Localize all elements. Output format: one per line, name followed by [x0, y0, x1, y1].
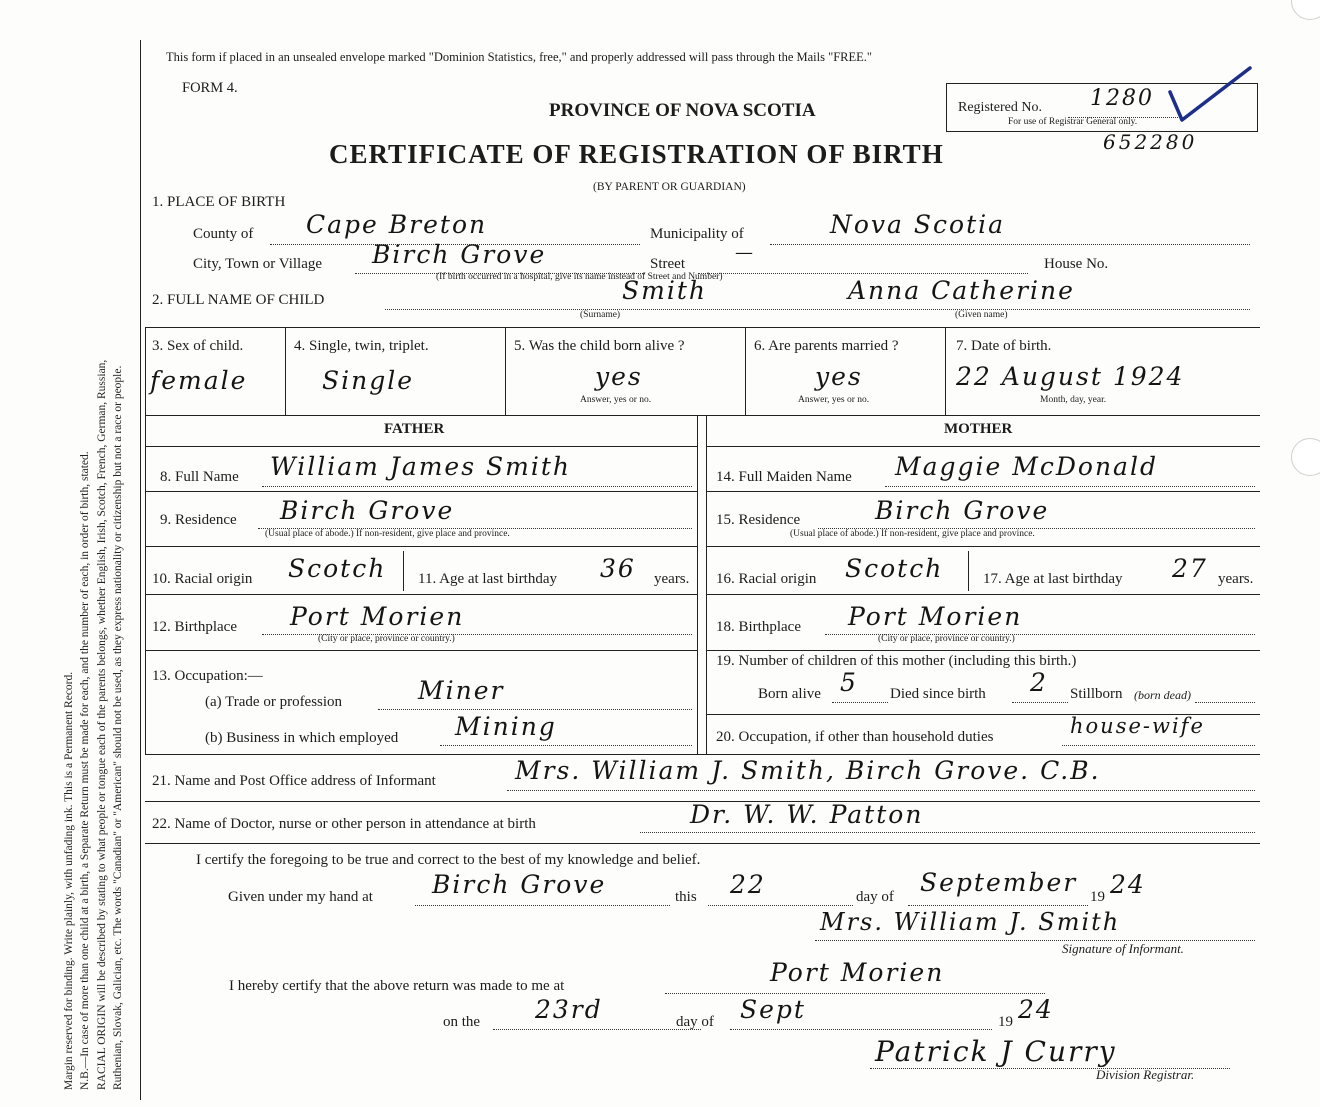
- doctor-value: Dr. W. W. Patton: [690, 800, 924, 829]
- mother-occupation-line: [1062, 745, 1255, 746]
- child-surname: Smith: [622, 276, 707, 305]
- rule: [706, 546, 1260, 547]
- mother-occupation-label: 20. Occupation, if other than household duties: [716, 729, 994, 745]
- registered-value: 1280: [1090, 86, 1154, 111]
- return-day: 23rd: [535, 995, 603, 1024]
- margin-note: [2, 40, 140, 1090]
- rule: [697, 415, 698, 755]
- given-year: 24: [1110, 870, 1146, 899]
- father-birthplace-label: 12. Birthplace: [152, 619, 237, 635]
- informant-value: Mrs. William J. Smith, Birch Grove. C.B.: [515, 756, 1101, 785]
- street-line: [698, 273, 1028, 274]
- place-of-birth-label: 1. PLACE OF BIRTH: [152, 194, 286, 210]
- born-alive-caption: Answer, yes or no.: [580, 395, 652, 405]
- date-of-birth-label: 7. Date of birth.: [956, 338, 1052, 354]
- given-label: Given under my hand at: [228, 889, 373, 905]
- given-month-line: [908, 905, 1088, 906]
- city-value: Birch Grove: [372, 240, 547, 269]
- mother-racial-label: 16. Racial origin: [716, 571, 817, 587]
- died-line: [1012, 702, 1068, 703]
- business-line: [440, 745, 692, 746]
- municipality-value: Nova Scotia: [830, 210, 1006, 239]
- mother-occupation-value: house-wife: [1070, 714, 1205, 738]
- county-value: Cape Breton: [306, 210, 488, 239]
- business-value: Mining: [455, 712, 557, 741]
- doctor-label: 22. Name of Doctor, nurse or other person in attendance at birth: [152, 816, 536, 832]
- form-number: FORM 4.: [182, 80, 238, 96]
- father-age-value: 36: [600, 554, 636, 583]
- registrar-signature: Patrick J Curry: [875, 1035, 1117, 1068]
- rule: [403, 551, 404, 591]
- check-mark-icon: [1160, 62, 1260, 137]
- stillborn-line: [1195, 702, 1255, 703]
- child-name-label: 2. FULL NAME OF CHILD: [152, 292, 325, 308]
- mother-birthplace-note: (City or place, province or country.): [878, 634, 1015, 644]
- informant-signature: Mrs. William J. Smith: [820, 908, 1121, 936]
- father-name-line: [262, 486, 692, 487]
- return-place: Port Morien: [770, 958, 945, 987]
- father-residence-label: 9. Residence: [160, 512, 237, 528]
- street-label: Street: [650, 256, 685, 272]
- rule: [706, 650, 1260, 651]
- return-day-of-label: day of: [676, 1014, 714, 1030]
- house-number-label: House No.: [1044, 256, 1109, 272]
- father-name-label: 8. Full Name: [160, 469, 239, 485]
- return-month-line: [730, 1029, 992, 1030]
- rule: [145, 327, 146, 416]
- rule: [145, 327, 1260, 328]
- rule: [505, 327, 506, 416]
- mother-residence-value: Birch Grove: [875, 496, 1050, 525]
- rule: [145, 415, 1260, 416]
- rule: [706, 415, 707, 755]
- mother-age-label: 17. Age at last birthday: [983, 571, 1123, 587]
- father-name-value: William James Smith: [270, 452, 571, 481]
- mother-name-label: 14. Full Maiden Name: [716, 469, 852, 485]
- given-place: Birch Grove: [432, 870, 607, 899]
- rule: [145, 594, 697, 595]
- punch-hole: [1291, 0, 1320, 20]
- rule: [145, 446, 697, 447]
- punch-hole: [1291, 438, 1320, 476]
- trade-value: Miner: [418, 676, 505, 705]
- father-heading: FATHER: [384, 421, 445, 437]
- registered-label: Registered No.: [958, 100, 1042, 115]
- registrar-note: For use of Registrar General only.: [1008, 117, 1138, 127]
- given-day: 22: [730, 870, 766, 899]
- registrar-caption: Division Registrar.: [1096, 1067, 1195, 1082]
- mother-residence-label: 15. Residence: [716, 512, 801, 528]
- rule: [145, 754, 1260, 755]
- father-racial-label: 10. Racial origin: [152, 571, 253, 587]
- certify-text: I certify the foregoing to be true and correct to the best of my knowledge and belief.: [196, 852, 701, 868]
- trade-line: [378, 709, 692, 710]
- surname-caption: (Surname): [580, 310, 621, 320]
- mother-racial-value: Scotch: [845, 554, 944, 583]
- stillborn-label: Stillborn: [1070, 686, 1123, 702]
- date-of-birth-value: 22 August 1924: [956, 362, 1185, 391]
- given-place-line: [415, 905, 670, 906]
- mother-name-value: Maggie McDonald: [895, 452, 1158, 481]
- rule: [968, 551, 969, 591]
- mother-years-label: years.: [1218, 571, 1254, 587]
- born-alive-line: [832, 702, 888, 703]
- father-racial-value: Scotch: [288, 554, 387, 583]
- father-occupation-label: 13. Occupation:—: [152, 668, 263, 684]
- province-title: PROVINCE OF NOVA SCOTIA: [549, 100, 816, 121]
- child-name-line: [385, 309, 1250, 310]
- page-subtitle: (BY PARENT OR GUARDIAN): [593, 181, 746, 193]
- father-residence-value: Birch Grove: [280, 496, 455, 525]
- born-alive-count-label: Born alive: [758, 686, 821, 702]
- margin-border: [140, 40, 141, 1100]
- rule: [145, 843, 1260, 844]
- rule: [145, 546, 697, 547]
- date-of-birth-caption: Month, day, year.: [1040, 395, 1107, 405]
- informant-line: [507, 790, 1255, 791]
- informant-caption: Signature of Informant.: [1062, 941, 1184, 956]
- rule: [145, 415, 146, 755]
- trade-label: (a) Trade or profession: [205, 694, 343, 710]
- city-label: City, Town or Village: [193, 256, 323, 272]
- died-value: 2: [1030, 668, 1048, 697]
- mother-birthplace-label: 18. Birthplace: [716, 619, 801, 635]
- died-label: Died since birth: [890, 686, 986, 702]
- given-name-caption: (Given name): [955, 310, 1008, 320]
- child-given-name: Anna Catherine: [848, 276, 1075, 305]
- father-residence-note: (Usual place of abode.) If non-resident, give place and province.: [265, 529, 510, 539]
- informant-label: 21. Name and Post Office address of Informant: [152, 773, 436, 789]
- return-day-line: [493, 1029, 701, 1030]
- parents-married-label: 6. Are parents married ?: [754, 338, 899, 354]
- rule: [706, 446, 1260, 447]
- sex-label: 3. Sex of child.: [152, 338, 244, 354]
- sex-value: female: [150, 366, 248, 395]
- rule: [706, 594, 1260, 595]
- municipality-label: Municipality of: [650, 226, 744, 242]
- return-year: 24: [1018, 995, 1054, 1024]
- on-the-label: on the: [443, 1014, 481, 1030]
- born-alive-label: 5. Was the child born alive ?: [514, 338, 685, 354]
- father-birthplace-note: (City or place, province or country.): [318, 634, 455, 644]
- mail-notice: This form if placed in an unsealed envelope marked "Dominion Statistics, free," and properly addressed will pass through the Mails "FREE.": [166, 50, 873, 64]
- stillborn-note: (born dead): [1134, 688, 1191, 702]
- this-label: this: [675, 889, 697, 905]
- informant-signature-line: [815, 940, 1255, 941]
- mother-birthplace-value: Port Morien: [848, 602, 1023, 631]
- return-month: Sept: [740, 995, 806, 1024]
- father-birthplace-value: Port Morien: [290, 602, 465, 631]
- plurality-label: 4. Single, twin, triplet.: [294, 338, 429, 354]
- stamp-number: 652280: [1103, 130, 1198, 154]
- children-label: 19. Number of children of this mother (including this birth.): [716, 653, 1077, 669]
- return-year-prefix: 19: [998, 1014, 1013, 1030]
- rule: [145, 650, 697, 651]
- day-of-label: day of: [856, 889, 894, 905]
- return-text: I hereby certify that the above return was made to me at: [229, 978, 565, 994]
- page-title: CERTIFICATE OF REGISTRATION OF BIRTH: [329, 139, 944, 169]
- margin-note-line: Margin reserved for binding. Write plainly, with unfading ink. This is a Permanent Record.: [63, 671, 75, 1090]
- margin-note-line: RACIAL ORIGIN will be described by stating to what people or tongue each of the parents belongs, whether English, Irish, Scotch, French, German, Russian,: [96, 359, 108, 1090]
- rule: [706, 491, 1260, 492]
- year-prefix: 19: [1090, 889, 1105, 905]
- street-note: (If birth occurred in a hospital, give its name instead of Street and Number): [436, 272, 723, 282]
- mother-heading: MOTHER: [944, 421, 1013, 437]
- business-label: (b) Business in which employed: [205, 730, 399, 746]
- rule: [945, 327, 946, 416]
- given-day-line: [708, 905, 853, 906]
- born-alive-count-value: 5: [840, 668, 858, 697]
- given-month: September: [920, 868, 1078, 897]
- return-place-line: [665, 993, 1045, 994]
- father-years-label: years.: [654, 571, 690, 587]
- mother-name-line: [885, 486, 1255, 487]
- municipality-line: [770, 244, 1250, 245]
- county-label: County of: [193, 226, 254, 242]
- rule: [145, 491, 697, 492]
- margin-note-line: Ruthenian, Slovak, Galician, etc. The words "Canadian" or "American" should not be used, as they express nationality or citizenship but not a race or people.: [112, 365, 124, 1090]
- plurality-value: Single: [322, 366, 415, 395]
- street-value: —: [735, 242, 755, 263]
- rule: [285, 327, 286, 416]
- mother-age-value: 27: [1172, 554, 1208, 583]
- mother-residence-note: (Usual place of abode.) If non-resident, give place and province.: [790, 529, 1035, 539]
- parents-married-value: yes: [815, 362, 863, 391]
- born-alive-value: yes: [595, 362, 643, 391]
- margin-note-line: N.B.—In case of more than one child at a birth, a Separate Return must be made for each, and the number of each, in order of birth, stated.: [79, 451, 91, 1090]
- father-age-label: 11. Age at last birthday: [418, 571, 557, 587]
- parents-married-caption: Answer, yes or no.: [798, 395, 870, 405]
- doctor-line: [640, 832, 1255, 833]
- rule: [745, 327, 746, 416]
